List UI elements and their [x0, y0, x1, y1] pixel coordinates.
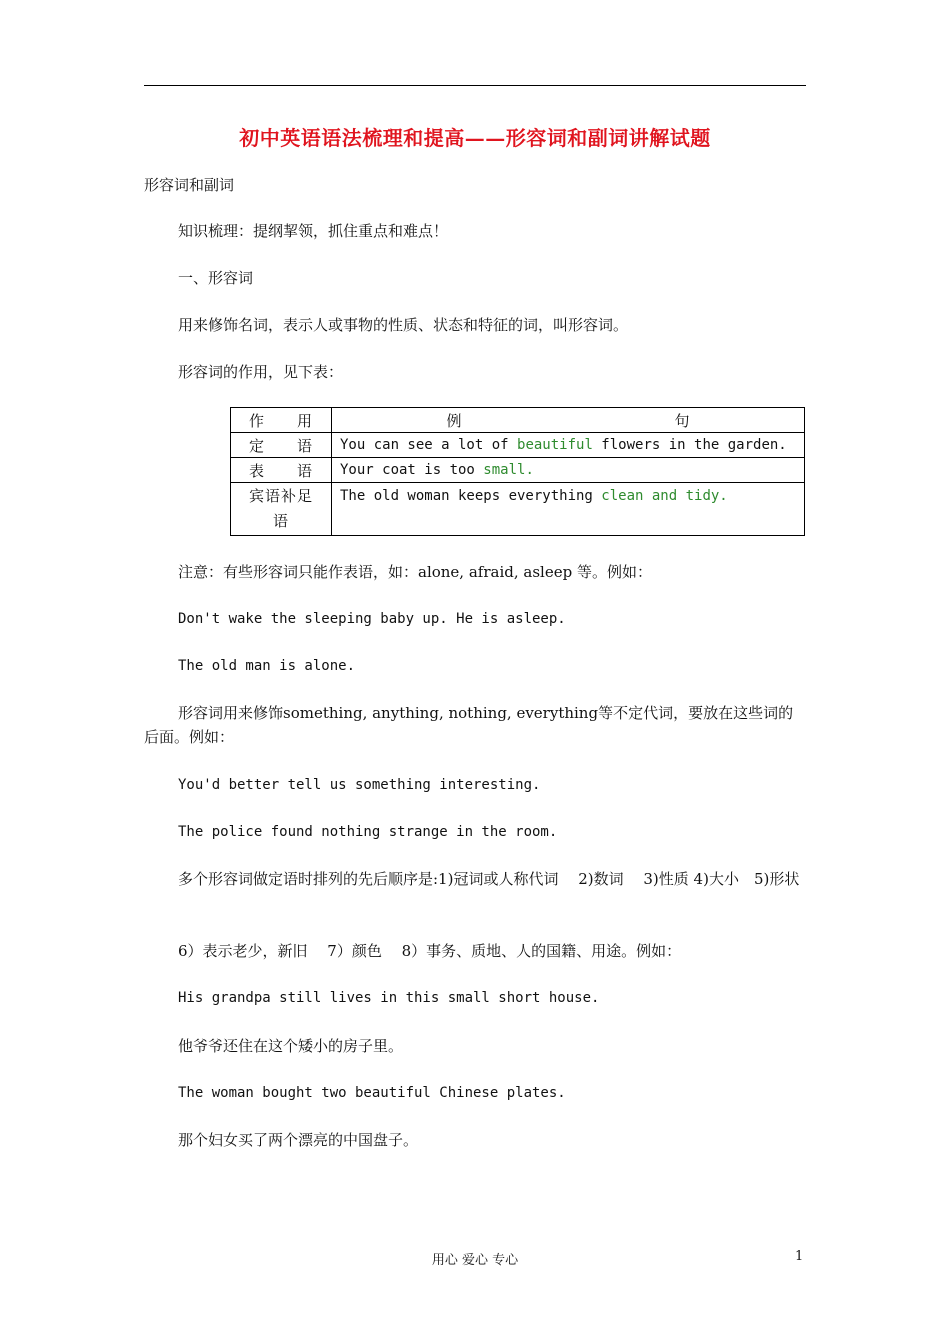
example-highlight: clean and tidy.: [601, 488, 728, 504]
example-cell: [332, 458, 805, 483]
example-highlight: small.: [483, 462, 534, 478]
example-sentence: You'd better tell us something interesting.: [178, 777, 541, 793]
section-heading: 一、形容词: [178, 269, 254, 287]
header-example-left: 例: [446, 411, 462, 430]
role-cell: 定 语: [231, 433, 332, 458]
example-translation: 他爷爷还住在这个矮小的房子里。: [178, 1037, 404, 1055]
definition-line: 用来修饰名词，表示人或事物的性质、状态和特征的词，叫形容词。: [178, 316, 629, 334]
document-title: 初中英语语法梳理和提高——形容词和副词讲解试题: [239, 126, 711, 150]
example-sentence: The woman bought two beautiful Chinese plates.: [178, 1085, 566, 1101]
example-sentence: His grandpa still lives in this small short house.: [178, 990, 600, 1006]
indefinite-pronoun-paragraph: 形容词用来修饰something, anything, nothing, everything等不定代词，要放在这些词的后面。例如：: [144, 704, 794, 746]
table-intro: 形容词的作用，见下表：: [178, 363, 344, 381]
header-example: [332, 408, 805, 433]
example-translation: 那个妇女买了两个漂亮的中国盘子。: [178, 1131, 419, 1149]
page-number: 1: [795, 1249, 804, 1264]
example-text: Your coat is too: [340, 462, 484, 478]
example-text: The old woman keeps everything: [340, 488, 602, 504]
order-paragraph-cont: 6）表示老少，新旧 7）颜色 8）事务、质地、人的国籍、用途。例如：: [178, 942, 682, 960]
table-header-row: [231, 408, 805, 433]
example-cell: [332, 483, 805, 536]
order-paragraph: 多个形容词做定语时排列的先后顺序是:1)冠词或人称代词 2)数词 3)性质 4)大小 5)形状: [178, 870, 800, 888]
footer-slogan: 用心 爱心 专心: [431, 1253, 519, 1268]
example-highlight: beautiful: [517, 437, 593, 453]
example-text: flowers in the garden.: [592, 437, 787, 453]
example-text: You can see a lot of: [340, 437, 518, 453]
role-cell: 表 语: [231, 458, 332, 483]
header-example-right: 句: [674, 411, 690, 430]
role-cell-text: 宾语补足语: [248, 487, 313, 530]
table-row: [231, 433, 805, 458]
table-row: [231, 483, 805, 536]
role-cell: [231, 483, 332, 536]
example-sentence: Don't wake the sleeping baby up. He is asleep.: [178, 611, 566, 627]
note-line: 注意：有些形容词只能作表语，如：alone, afraid, asleep 等。例如：: [178, 563, 652, 581]
table-row: [231, 458, 805, 483]
example-cell: [332, 433, 805, 458]
example-sentence: The old man is alone.: [178, 658, 356, 674]
example-sentence: The police found nothing strange in the room.: [178, 824, 558, 840]
subtitle: 形容词和副词: [144, 176, 235, 194]
header-role: 作 用: [231, 408, 332, 433]
header-rule: [144, 85, 806, 86]
overview-line: 知识梳理：提纲挈领，抓住重点和难点！: [178, 222, 449, 240]
adjective-roles-table: [230, 407, 805, 536]
